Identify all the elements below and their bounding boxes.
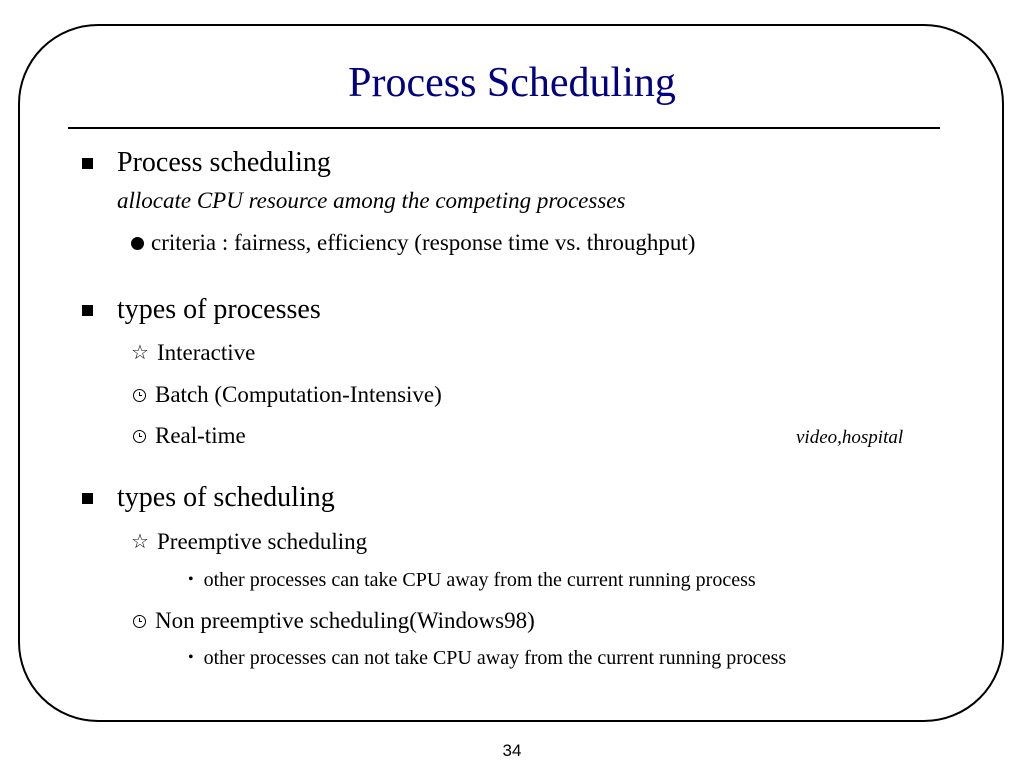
list-item [131, 341, 255, 364]
list-item [131, 609, 535, 632]
sub-list-item [188, 648, 786, 668]
sub-list-item-text: other processes can not take CPU away from the current running process [203, 647, 787, 669]
star-icon: ☆ [131, 342, 149, 364]
filled-circle-icon [131, 237, 144, 250]
dot-icon: • [188, 649, 194, 666]
dot-icon: • [188, 571, 194, 588]
square-bullet-icon [82, 493, 93, 504]
sub-list-item [188, 570, 756, 590]
clock-icon [133, 615, 146, 628]
bullet-process-scheduling: Process scheduling [117, 147, 331, 178]
page-number: 34 [502, 741, 522, 760]
list-item [131, 231, 695, 254]
list-item-text: Interactive [157, 340, 256, 365]
sub-list-item-text: other processes can take CPU away from the current running process [203, 569, 756, 591]
list-item-text: criteria : fairness, efficiency (response time vs. throughput) [151, 230, 696, 255]
list-item-text: Batch (Computation-Intensive) [155, 382, 442, 407]
title-divider [68, 127, 940, 129]
bullet-types-of-processes: types of processes [117, 294, 321, 325]
bullet-types-of-scheduling: types of scheduling [117, 482, 335, 513]
square-bullet-icon [82, 305, 93, 316]
clock-icon [133, 430, 146, 443]
side-note: video,hospital [796, 427, 904, 448]
bullet-subtitle: allocate CPU resource among the competing processes [117, 188, 626, 213]
list-item [131, 383, 442, 406]
slide-title: Process Scheduling [348, 60, 676, 106]
star-icon: ☆ [131, 531, 149, 553]
list-item-text: Preemptive scheduling [157, 529, 368, 554]
list-item-text: Non preemptive scheduling(Windows98) [155, 608, 535, 633]
list-item-text: Real-time [155, 423, 246, 448]
clock-icon [133, 389, 146, 402]
square-bullet-icon [82, 158, 93, 169]
list-item [131, 424, 246, 447]
list-item [131, 530, 367, 553]
